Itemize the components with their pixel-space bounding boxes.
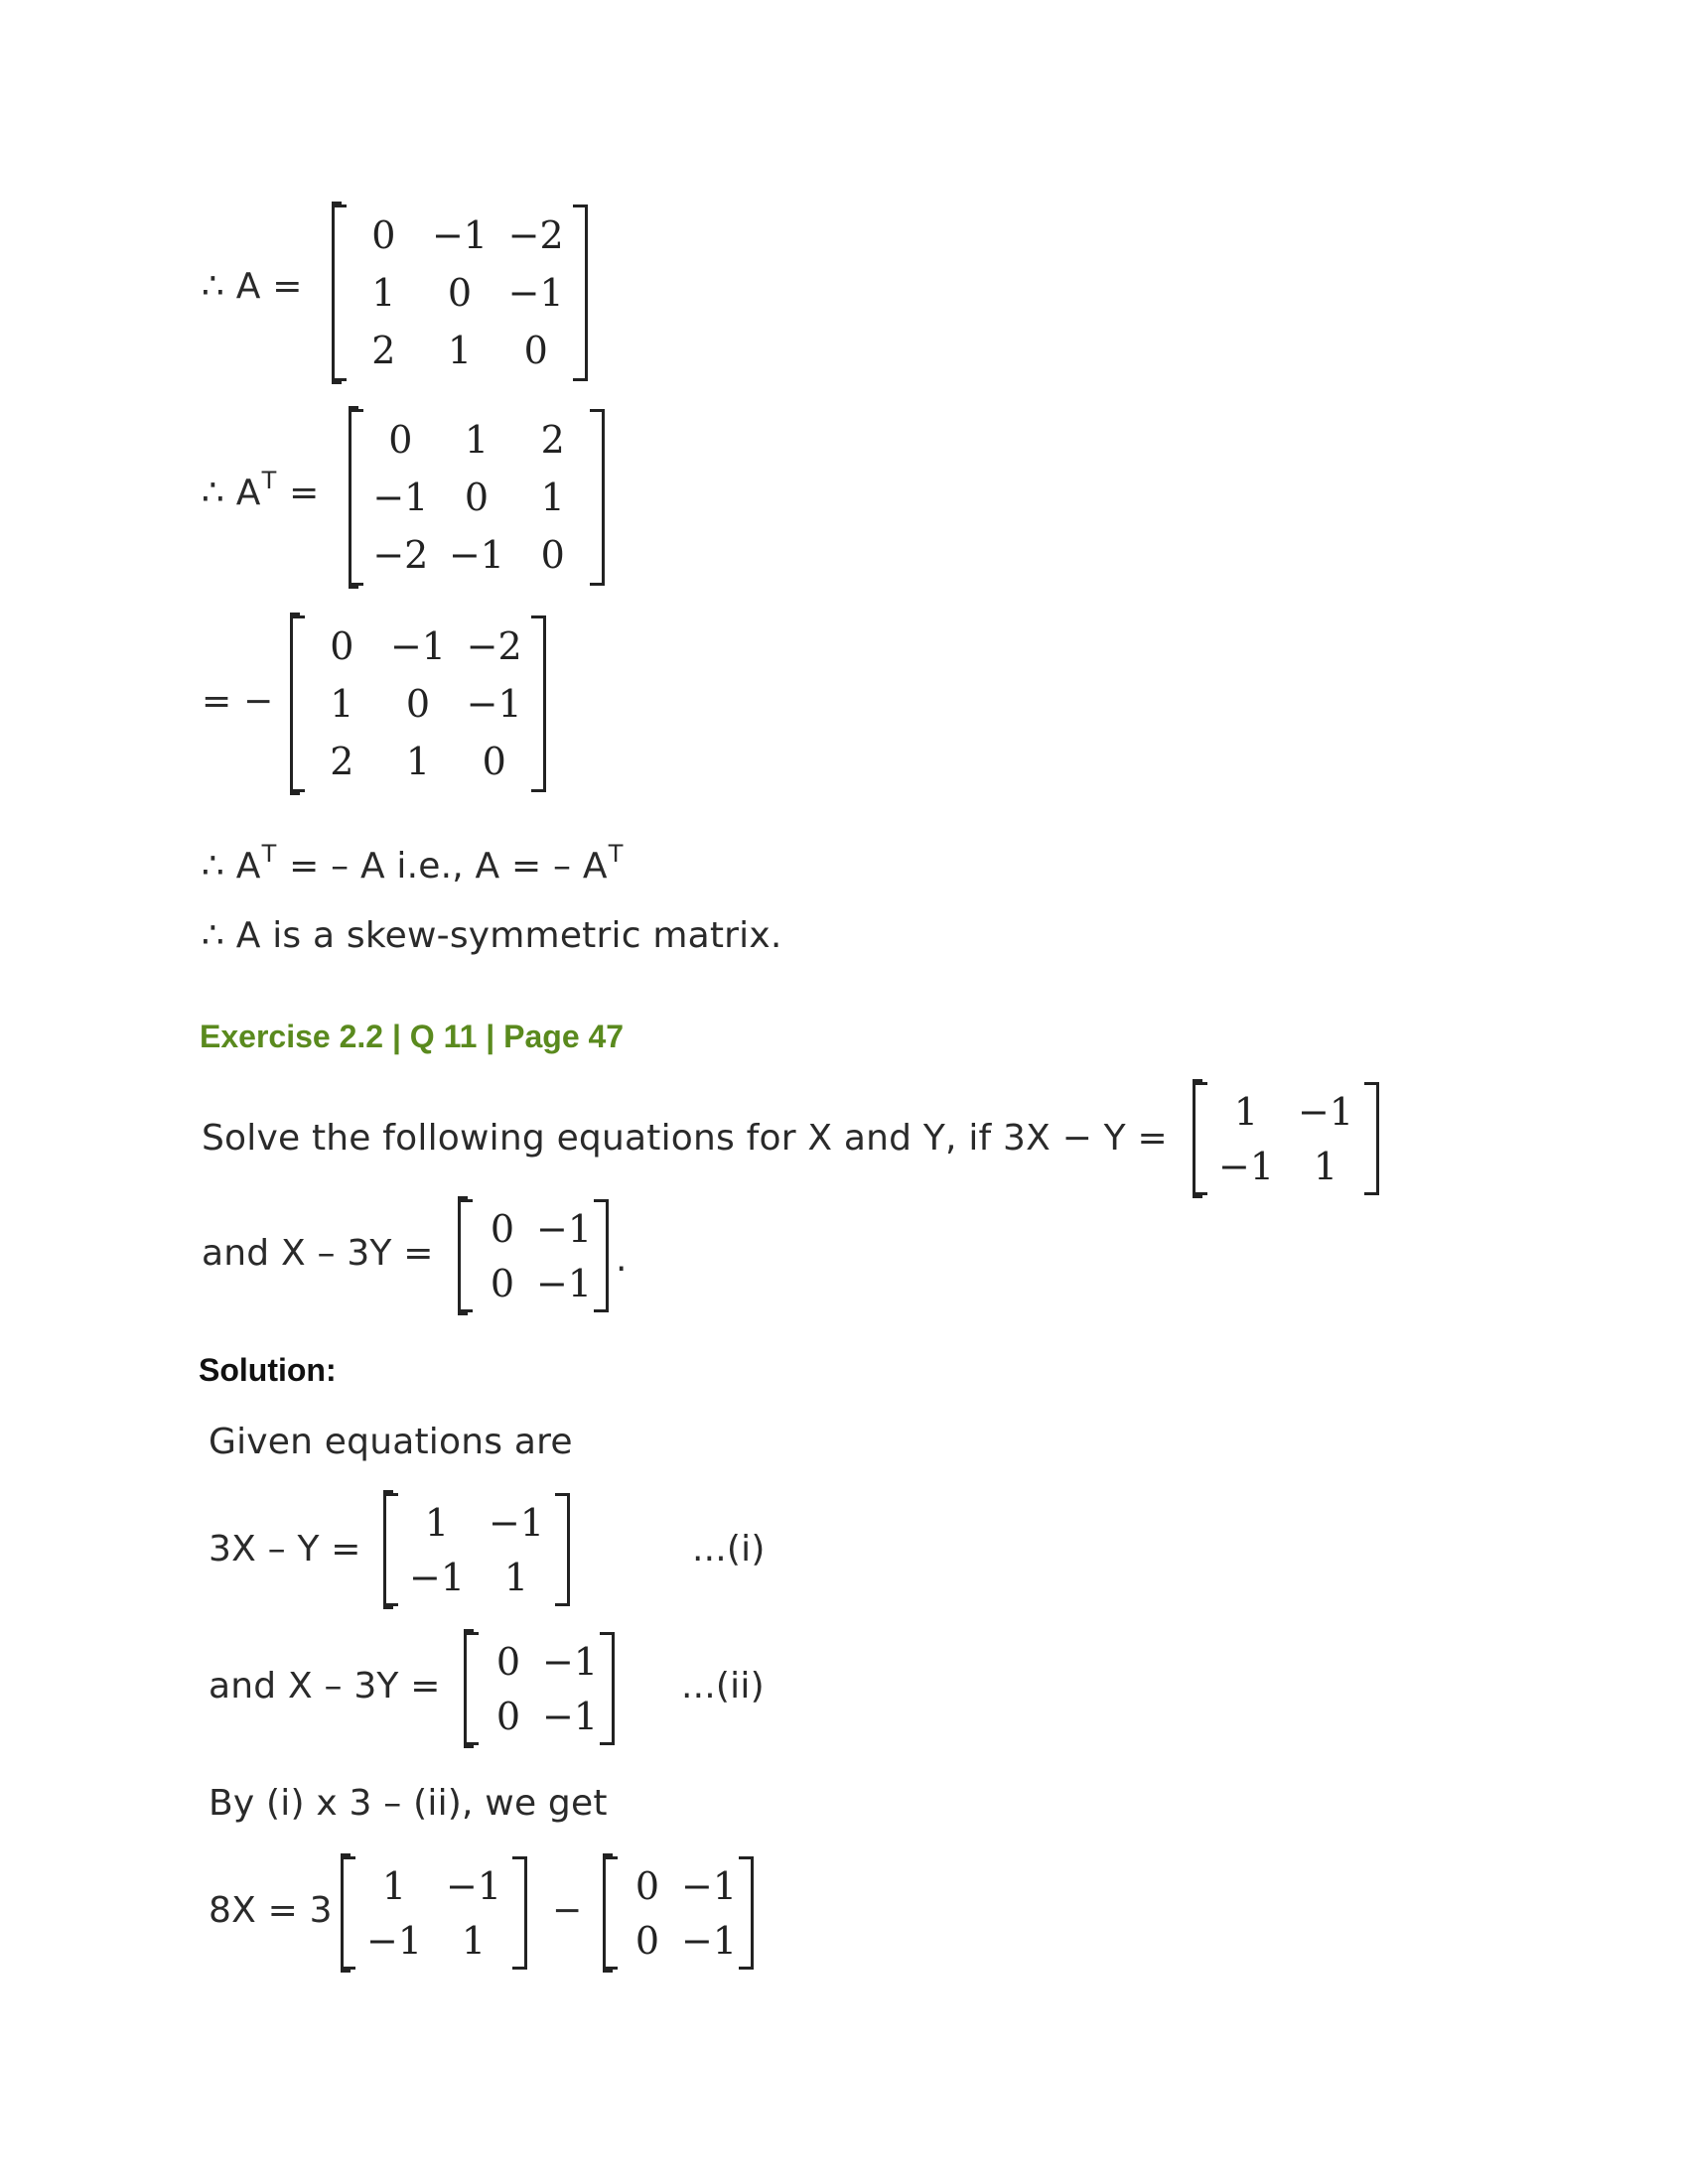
- matrix-cell: 0: [495, 1694, 521, 1738]
- matrix-cell: −1: [680, 1863, 738, 1908]
- right-bracket: [555, 1493, 570, 1606]
- question-line-2: and X – 3Y =: [202, 1233, 434, 1274]
- line-A-label: ∴ A =: [202, 266, 303, 307]
- step-text: By (i) x 3 – (ii), we get: [209, 1783, 608, 1824]
- eq1-tag: ...(i): [692, 1529, 766, 1570]
- matrix-cell: 1: [503, 1555, 529, 1599]
- line-AT-sup: T: [261, 467, 277, 494]
- eq3-matrix-2: [603, 1856, 754, 1970]
- matrix-cell: 2: [330, 740, 354, 783]
- line-negA-label: = −: [202, 681, 274, 722]
- matrix-cell: −2: [507, 213, 564, 257]
- right-bracket: [739, 1856, 754, 1970]
- question-matrix-1: [1193, 1082, 1379, 1195]
- matrix-cell: 0: [523, 329, 548, 372]
- question-matrix-2: [458, 1199, 609, 1312]
- matrix-cell: −1: [1297, 1089, 1354, 1134]
- question-line-2-end: .: [616, 1239, 628, 1280]
- eq2-matrix: [464, 1632, 615, 1745]
- matrix-cell: 1: [1313, 1144, 1338, 1188]
- line-AT-label: [202, 467, 320, 513]
- conclusion-transpose: [202, 840, 625, 887]
- matrix-cell: −1: [488, 1500, 545, 1545]
- matrix-cell: 2: [371, 329, 396, 372]
- matrix-cell: 1: [447, 329, 473, 372]
- matrix-cell: −1: [431, 213, 488, 257]
- matrix-cell: −1: [408, 1555, 466, 1599]
- left-bracket: [290, 615, 305, 792]
- eq1-label: 3X – Y =: [209, 1529, 361, 1570]
- matrix-cell: −1: [1217, 1144, 1275, 1188]
- matrix-cell: −1: [541, 1694, 599, 1738]
- conclusion-sup-2: T: [608, 840, 624, 868]
- left-bracket: [332, 205, 347, 381]
- matrix-cell: 0: [490, 1261, 515, 1305]
- solution-intro: Given equations are: [209, 1422, 573, 1462]
- conclusion-skew-symmetric: ∴ A is a skew-symmetric matrix.: [202, 915, 782, 956]
- conclusion-sup-1: T: [261, 840, 277, 868]
- matrix-cell: 0: [482, 740, 506, 783]
- matrix-cell: 1: [1233, 1089, 1259, 1134]
- right-bracket: [512, 1856, 527, 1970]
- matrix-cell: 0: [330, 624, 354, 668]
- matrix-negA: [290, 615, 546, 792]
- matrix-cell: 1: [405, 740, 431, 783]
- matrix-cell: 0: [540, 533, 565, 577]
- exercise-heading[interactable]: Exercise 2.2 | Q 11 | Page 47: [200, 1019, 625, 1054]
- right-bracket: [531, 615, 546, 792]
- matrix-cell: −1: [466, 682, 522, 726]
- matrix-cell: −1: [448, 533, 504, 577]
- matrix-cell: 0: [495, 1639, 521, 1684]
- matrix-cell: 1: [540, 476, 565, 519]
- left-bracket: [603, 1856, 618, 1970]
- line-AT-prefix: ∴ A: [202, 473, 261, 513]
- matrix-cell: −1: [445, 1863, 502, 1908]
- left-bracket: [341, 1856, 355, 1970]
- conclusion-part-a: ∴ A: [202, 846, 261, 887]
- matrix-cell: 1: [371, 271, 396, 315]
- eq2-tag: ...(ii): [681, 1666, 765, 1706]
- left-bracket: [464, 1632, 479, 1745]
- right-bracket: [594, 1199, 609, 1312]
- matrix-cell: 0: [634, 1863, 660, 1908]
- right-bracket: [1364, 1082, 1379, 1195]
- matrix-cell: 1: [424, 1500, 450, 1545]
- matrix-cell: 1: [461, 1918, 487, 1963]
- matrix-cell: 1: [330, 682, 354, 726]
- eq3-label: 8X = 3: [209, 1890, 333, 1931]
- line-AT-eq: =: [289, 473, 320, 513]
- right-bracket: [573, 205, 588, 381]
- eq1-matrix: [383, 1493, 570, 1606]
- matrix-cell: 0: [405, 682, 431, 726]
- matrix-cell: −1: [365, 1918, 423, 1963]
- matrix-cell: −2: [466, 624, 522, 668]
- left-bracket: [458, 1199, 473, 1312]
- matrix-cell: −1: [507, 271, 564, 315]
- matrix-cell: 0: [634, 1918, 660, 1963]
- matrix-cell: 0: [388, 418, 413, 462]
- matrix-cell: −1: [535, 1261, 593, 1305]
- matrix-cell: −1: [680, 1918, 738, 1963]
- left-bracket: [349, 409, 363, 586]
- matrix-AT: [349, 409, 605, 586]
- matrix-cell: −1: [541, 1639, 599, 1684]
- matrix-cell: 1: [381, 1863, 407, 1908]
- right-bracket: [600, 1632, 615, 1745]
- right-bracket: [590, 409, 605, 586]
- eq2-label: and X – 3Y =: [209, 1666, 441, 1706]
- solution-label: Solution:: [199, 1352, 337, 1388]
- matrix-cell: 2: [540, 418, 565, 462]
- matrix-cell: 1: [464, 418, 490, 462]
- matrix-cell: 0: [464, 476, 490, 519]
- matrix-cell: 0: [371, 213, 396, 257]
- eq3-matrix-1: [341, 1856, 527, 1970]
- left-bracket: [1193, 1082, 1207, 1195]
- matrix-cell: −1: [535, 1206, 593, 1251]
- matrix-A: [332, 205, 588, 381]
- matrix-cell: 0: [447, 271, 473, 315]
- conclusion-part-b: = – A i.e., A = – A: [289, 846, 608, 887]
- matrix-cell: 0: [490, 1206, 515, 1251]
- left-bracket: [383, 1493, 398, 1606]
- question-line-1: Solve the following equations for X and Y, if 3X − Y =: [202, 1118, 1168, 1159]
- eq3-minus: −: [552, 1890, 583, 1931]
- matrix-cell: −1: [372, 476, 429, 519]
- matrix-cell: −2: [372, 533, 429, 577]
- matrix-cell: −1: [389, 624, 446, 668]
